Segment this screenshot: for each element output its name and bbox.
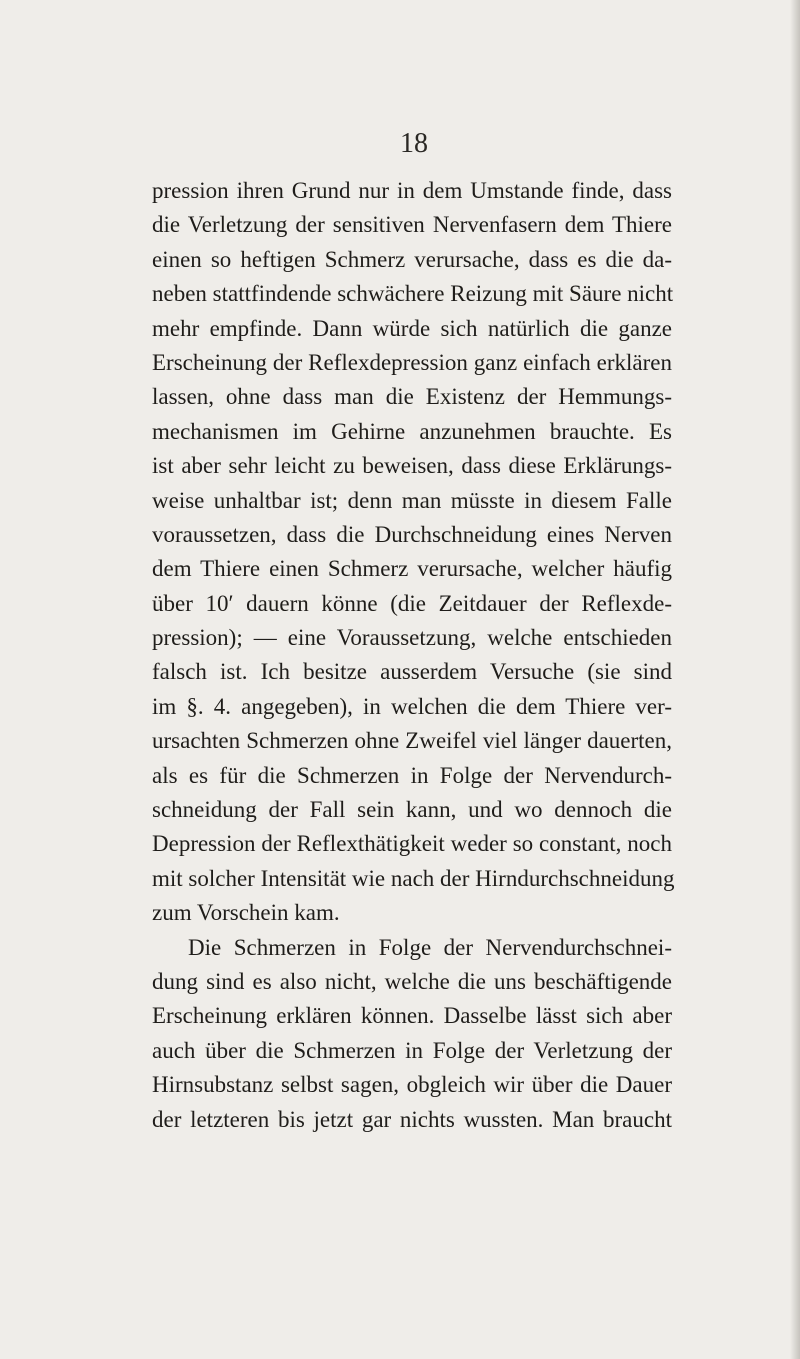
text-line: voraussetzen, dass die Durchschneidung eines Nerven (152, 521, 672, 547)
text-line: dung sind es also nicht, welche die uns beschäftigende (152, 968, 672, 994)
text-line: mit solcher Intensität wie nach der Hirndurchschneidung (152, 865, 675, 891)
text-line: im §. 4. angegeben), in welchen die dem Thiere ver- (152, 693, 672, 719)
text-line: pression); — eine Voraussetzung, welche entschieden (152, 625, 672, 651)
text-line: falsch ist. Ich besitze ausserdem Versuche (sie sind (152, 659, 672, 685)
text-line: mehr empfinde. Dann würde sich natürlich die ganze (152, 315, 672, 341)
text-line: Depression der Reflexthätigkeit weder so constant, noch (152, 831, 672, 857)
body-text (152, 174, 675, 1137)
text-line: ist aber sehr leicht zu beweisen, dass diese Erklärungs- (152, 453, 672, 479)
text-line: Hirnsubstanz selbst sagen, obgleich wir über die Dauer (152, 1072, 672, 1098)
text-line: als es für die Schmerzen in Folge der Nervendurch- (152, 762, 672, 788)
text-line: lassen, ohne dass man die Existenz der Hemmungs- (152, 384, 672, 410)
text-line: pression ihren Grund nur in dem Umstande finde, dass (152, 178, 672, 203)
text-line: zum Vorschein kam. (152, 900, 340, 926)
text-line: Erscheinung erklären können. Dasselbe lässt sich aber (152, 1003, 672, 1029)
text-line: der letzteren bis jetzt gar nichts wussten. Man braucht (152, 1106, 672, 1132)
text-line: ursachten Schmerzen ohne Zweifel viel länger dauerten, (152, 728, 672, 754)
text-line: auch über die Schmerzen in Folge der Verletzung der (152, 1037, 672, 1063)
page-number: 18 (400, 128, 428, 159)
page-edge-shadow (790, 0, 800, 1359)
text-line: die Verletzung der sensitiven Nervenfasern dem Thiere (152, 212, 672, 238)
text-line: schneidung der Fall sein kann, und wo dennoch die (152, 797, 672, 823)
text-line: über 10′ dauern könne (die Zeitdauer der Reflexde- (152, 590, 672, 616)
text-line: einen so heftigen Schmerz verursache, dass es die da- (152, 246, 672, 272)
text-line: mechanismen im Gehirne anzunehmen brauchte. Es (152, 418, 672, 444)
text-line: neben stattfindende schwächere Reizung mit Säure nicht (152, 281, 674, 307)
text-line: dem Thiere einen Schmerz verursache, welcher häufig (152, 556, 672, 582)
text-line: Erscheinung der Reflexdepression ganz einfach erklären (152, 349, 672, 375)
text-line: Die Schmerzen in Folge der Nervendurchschnei- (188, 934, 672, 960)
text-line: weise unhaltbar ist; denn man müsste in diesem Falle (152, 487, 672, 513)
